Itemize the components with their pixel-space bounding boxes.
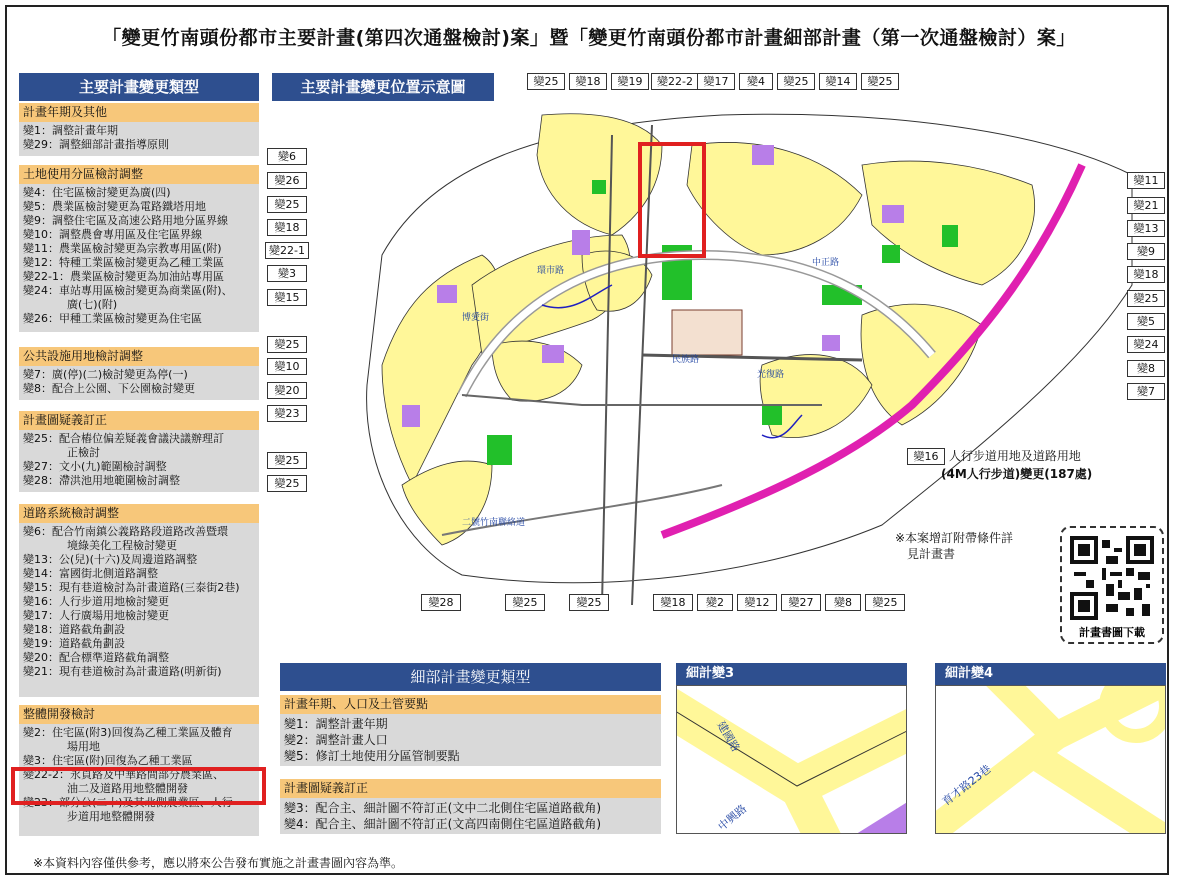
highlight-box-22-2 xyxy=(11,767,266,805)
change-label: 變25 xyxy=(505,594,545,611)
change-label: 變25 xyxy=(1127,290,1165,307)
list-item: 變13：公(兒)(十六)及周邊道路調整 xyxy=(23,553,198,566)
legend-text-2: (4M人行步道)變更(187處) xyxy=(941,467,1093,481)
group-title: 土地使用分區檢討調整 xyxy=(19,165,259,184)
change-label: 變27 xyxy=(781,594,821,611)
road-label: 中正路 xyxy=(812,258,840,268)
group-title: 計畫圖疑義訂正 xyxy=(280,779,661,798)
list-item: 變26：甲種工業區檢討變更為住宅區 xyxy=(23,312,202,325)
list-item: 變22-2：永貞路及中華路間部分農業區、 xyxy=(23,768,224,781)
group-title: 公共設施用地檢討調整 xyxy=(19,347,259,366)
inset-header-4: 細計變4 xyxy=(935,663,1166,685)
list-item: 變10：調整農會專用區及住宅區界線 xyxy=(23,228,202,241)
change-label: 變17 xyxy=(697,73,735,90)
list-item: 變23：部分公(二十)及其北側農業區、人行 xyxy=(23,796,233,809)
change-label: 變10 xyxy=(267,358,307,375)
detail-plan-header: 細部計畫變更類型 xyxy=(280,663,661,691)
legend-text: 人行步道用地及道路用地 xyxy=(948,449,1081,463)
road-label: 環市路 xyxy=(537,266,565,276)
list-item: 變24：車站專用區檢討變更為商業區(附)、 xyxy=(23,284,233,297)
change-label: 變24 xyxy=(1127,336,1165,353)
qr-code-icon[interactable] xyxy=(1070,536,1154,620)
list-item: 變12：特種工業區檢討變更為乙種工業區 xyxy=(23,256,224,269)
main-plan-types-header: 主要計畫變更類型 xyxy=(19,73,259,101)
page-title: 「變更竹南頭份都市主要計畫(第四次通盤檢討)案」暨「變更竹南頭份都市計畫細部計畫（第一次通盤檢討）案」 xyxy=(102,27,1076,49)
list-item: 變17：人行廣場用地檢討變更 xyxy=(23,609,169,622)
list-item: 變5：農業區檢討變更為電路鐵塔用地 xyxy=(23,200,206,213)
list-item: 場用地 xyxy=(67,740,100,753)
list-item: 廣(七)(附) xyxy=(67,298,118,311)
change-label: 變8 xyxy=(825,594,861,611)
list-item: 境綠美化工程檢討變更 xyxy=(67,539,177,552)
list-item: 步道用地整體開發 xyxy=(67,810,155,823)
list-item: 變4：配合主、細計圖不符訂正(文高四南側住宅區道路截角) xyxy=(284,817,602,831)
legend-16 xyxy=(907,447,1092,482)
change-label: 變9 xyxy=(1127,243,1165,260)
road-label: 育才路23巷 xyxy=(939,762,994,809)
list-item: 變15：現有巷道檢討為計畫道路(三泰街2巷) xyxy=(23,581,240,594)
list-item: 變20：配合標準道路截角調整 xyxy=(23,651,169,664)
change-label: 變28 xyxy=(421,594,461,611)
change-label: 變18 xyxy=(267,219,307,236)
group-items xyxy=(19,122,259,156)
note-line: 見計畫書 xyxy=(907,547,956,561)
change-label: 變23 xyxy=(267,405,307,422)
poster-frame xyxy=(5,5,1169,875)
list-item: 變3：住宅區(附)回復為乙種工業區 xyxy=(23,754,193,767)
change-label: 變22-1 xyxy=(265,242,309,259)
change-label: 變25 xyxy=(267,336,307,353)
change-label: 變6 xyxy=(267,148,307,165)
list-item: 變11：農業區檢討變更為宗教專用區(附) xyxy=(23,242,222,255)
list-item: 變14：富國街北側道路調整 xyxy=(23,567,158,580)
change-label: 變19 xyxy=(611,73,649,90)
list-item: 變8：配合上公園、下公園檢討變更 xyxy=(23,382,195,395)
list-item: 變6：配合竹南鎮公義路路段道路改善暨環 xyxy=(23,525,228,538)
change-label: 變5 xyxy=(1127,313,1165,330)
list-item: 變1：調整計畫年期 xyxy=(284,717,388,731)
list-item: 變19：道路截角劃設 xyxy=(23,637,125,650)
change-label: 變11 xyxy=(1127,172,1165,189)
change-label: 變25 xyxy=(267,196,307,213)
change-label: 變18 xyxy=(1127,266,1165,283)
change-label: 變13 xyxy=(1127,220,1165,237)
list-item: 變1：調整計畫年期 xyxy=(23,124,118,137)
change-label: 變14 xyxy=(819,73,857,90)
highlight-box-map-22-2 xyxy=(638,142,706,258)
hatched-area xyxy=(672,310,742,355)
inset-map-4 xyxy=(935,685,1166,834)
list-item: 變5：修訂土地使用分區管制要點 xyxy=(284,749,460,763)
note-line: ※本案增訂附帶條件詳 xyxy=(895,531,1014,545)
road-label: 光復路 xyxy=(757,370,785,380)
change-label: 變20 xyxy=(267,382,307,399)
list-item: 變18：道路截角劃設 xyxy=(23,623,125,636)
change-label: 變25 xyxy=(777,73,815,90)
list-item: 變21：現有巷道檢討為計畫道路(明新街) xyxy=(23,665,222,678)
map-header: 主要計畫變更位置示意圖 xyxy=(272,73,494,101)
inset-header-3: 細計變3 xyxy=(676,663,907,685)
road-label: 中興路 xyxy=(715,802,750,834)
change-label: 變8 xyxy=(1127,360,1165,377)
list-item: 變22-1：農業區檢討變更為加油站專用區 xyxy=(23,270,224,283)
list-item: 變2：住宅區(附3)回復為乙種工業區及體育 xyxy=(23,726,233,739)
location-map xyxy=(342,105,1137,610)
change-label: 變25 xyxy=(569,594,609,611)
group-items xyxy=(19,184,259,332)
inset-map-3-drawing xyxy=(677,686,907,834)
group-items xyxy=(19,523,259,697)
change-label: 變12 xyxy=(737,594,777,611)
change-label: 變3 xyxy=(267,265,307,282)
group-title: 整體開發檢討 xyxy=(19,705,259,724)
change-label: 變18 xyxy=(653,594,693,611)
inset-map-3 xyxy=(676,685,907,834)
change-label: 變2 xyxy=(697,594,733,611)
list-item: 變9：調整住宅區及高速公路用地分區界線 xyxy=(23,214,228,227)
list-item: 變7：廣(停)(二)檢討變更為停(一) xyxy=(23,368,188,381)
change-label: 變25 xyxy=(267,475,307,492)
inset-map-4-drawing xyxy=(936,686,1166,834)
change-label: 變25 xyxy=(865,594,905,611)
supplement-note xyxy=(895,530,1013,562)
list-item: 正檢討 xyxy=(67,446,100,459)
group-items xyxy=(19,430,259,492)
list-item: 變29：調整細部計畫指導原則 xyxy=(23,138,169,151)
change-label: 變18 xyxy=(569,73,607,90)
group-title: 計畫年期及其他 xyxy=(19,103,259,122)
road-label: 民族路 xyxy=(672,355,700,365)
change-label: 變21 xyxy=(1127,197,1165,214)
change-label: 變25 xyxy=(267,452,307,469)
qr-caption: 計畫書圖下載 xyxy=(1079,626,1145,639)
list-item: 變16：人行步道用地檢討變更 xyxy=(23,595,169,608)
list-item: 油二及道路用地整體開發 xyxy=(67,782,188,795)
change-label: 變7 xyxy=(1127,383,1165,400)
change-label: 變22-2 xyxy=(651,73,699,90)
footnote: ※本資料內容僅供參考，應以將來公告發布實施之計畫書圖內容為準。 xyxy=(33,856,404,870)
change-label: 變15 xyxy=(267,289,307,306)
group-title: 計畫圖疑義訂正 xyxy=(19,411,259,430)
change-label: 變26 xyxy=(267,172,307,189)
group-title: 計畫年期、人口及土管要點 xyxy=(280,695,661,714)
list-item: 變2：調整計畫人口 xyxy=(284,733,388,747)
group-title: 道路系統檢討調整 xyxy=(19,504,259,523)
change-label: 變4 xyxy=(739,73,773,90)
list-item: 變4：住宅區檢討變更為廣(四) xyxy=(23,186,171,199)
change-label: 變25 xyxy=(861,73,899,90)
list-item: 變3：配合主、細計圖不符訂正(文中二北側住宅區道路截角) xyxy=(284,801,602,815)
road-label: 二號竹南聯絡道 xyxy=(462,518,526,528)
change-label: 變25 xyxy=(527,73,565,90)
list-item: 變28：滯洪池用地範圍檢討調整 xyxy=(23,474,180,487)
list-item: 變25：配合樁位偏差疑義會議決議辦理訂 xyxy=(23,432,224,445)
road-label: 建國路 xyxy=(714,719,743,755)
group-items xyxy=(19,366,259,400)
list-item: 變27：文小(九)範圍檢討調整 xyxy=(23,460,167,473)
group-items xyxy=(280,714,661,766)
group-items xyxy=(280,798,661,834)
road-label: 博愛街 xyxy=(462,313,490,323)
change-label: 變16 xyxy=(907,448,945,465)
qr-download-box[interactable] xyxy=(1060,526,1164,644)
